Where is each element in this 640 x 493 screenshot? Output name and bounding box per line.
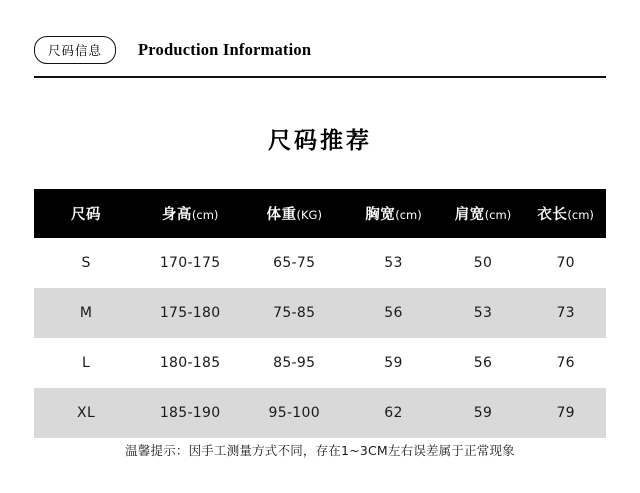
cell-length: 70 bbox=[525, 238, 606, 288]
column-header-weight bbox=[242, 189, 346, 238]
column-header-height-label: 身高 bbox=[161, 207, 192, 223]
cell-chest: 53 bbox=[346, 238, 440, 288]
table-row bbox=[34, 238, 606, 288]
section-title: 尺码推荐 bbox=[268, 128, 372, 154]
column-header-height bbox=[138, 189, 242, 238]
measurement-note: 温馨提示：因手工测量方式不同，存在1~3CM左右误差属于正常现象 bbox=[125, 443, 515, 458]
column-header-length-unit: (cm) bbox=[567, 208, 594, 222]
cell-height: 185-190 bbox=[138, 388, 242, 438]
table-row bbox=[34, 338, 606, 388]
cell-size: L bbox=[34, 338, 138, 388]
column-header-length bbox=[525, 189, 606, 238]
column-header-weight-label: 体重 bbox=[266, 207, 297, 223]
table-row bbox=[34, 388, 606, 438]
cell-chest: 56 bbox=[346, 288, 440, 338]
column-header-shoulder-label: 肩宽 bbox=[454, 207, 485, 223]
table-header-row bbox=[34, 189, 606, 238]
cell-length: 79 bbox=[525, 388, 606, 438]
cell-chest: 62 bbox=[346, 388, 440, 438]
cell-shoulder: 50 bbox=[441, 238, 526, 288]
column-header-size bbox=[34, 189, 138, 238]
column-header-weight-unit: (KG) bbox=[296, 208, 322, 222]
table-row bbox=[34, 288, 606, 338]
cell-size: S bbox=[34, 238, 138, 288]
size-info-badge: 尺码信息 bbox=[34, 36, 116, 64]
cell-weight: 95-100 bbox=[242, 388, 346, 438]
cell-weight: 85-95 bbox=[242, 338, 346, 388]
cell-weight: 75-85 bbox=[242, 288, 346, 338]
cell-size: XL bbox=[34, 388, 138, 438]
column-header-chest-label: 胸宽 bbox=[365, 207, 396, 223]
page-header bbox=[34, 24, 606, 78]
column-header-chest-unit: (cm) bbox=[395, 208, 422, 222]
cell-size: M bbox=[34, 288, 138, 338]
size-table-container bbox=[34, 189, 606, 438]
column-header-shoulder-unit: (cm) bbox=[484, 208, 512, 222]
column-header-shoulder bbox=[441, 189, 526, 238]
column-header-height-unit: (cm) bbox=[191, 208, 219, 222]
size-table bbox=[34, 189, 606, 438]
cell-length: 73 bbox=[525, 288, 606, 338]
cell-shoulder: 56 bbox=[441, 338, 526, 388]
cell-shoulder: 53 bbox=[441, 288, 526, 338]
column-header-size-label: 尺码 bbox=[71, 207, 102, 223]
cell-shoulder: 59 bbox=[441, 388, 526, 438]
cell-height: 175-180 bbox=[138, 288, 242, 338]
column-header-chest bbox=[346, 189, 440, 238]
cell-length: 76 bbox=[525, 338, 606, 388]
page-title: Production Information bbox=[138, 40, 312, 59]
cell-chest: 59 bbox=[346, 338, 440, 388]
column-header-length-label: 衣长 bbox=[537, 207, 568, 223]
cell-height: 180-185 bbox=[138, 338, 242, 388]
cell-height: 170-175 bbox=[138, 238, 242, 288]
cell-weight: 65-75 bbox=[242, 238, 346, 288]
